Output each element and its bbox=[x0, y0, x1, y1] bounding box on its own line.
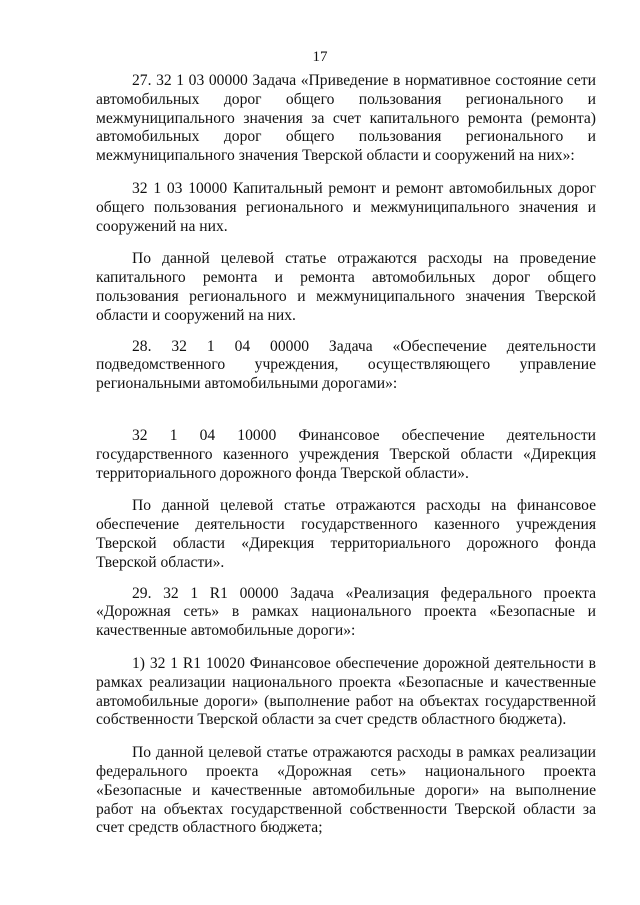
paragraph-article-32-1-03-10000: 32 1 03 10000 Капитальный ремонт и ремонт автомобильных дорог общего пользования регионального и межмуниципального значения и сооружений на них. bbox=[96, 179, 596, 235]
paragraph-description: По данной целевой статье отражаются расходы на финансовое обеспечение деятельности государственного казенного учреждения Тверской области «Дирекция территориального дорожного фонда Тверской области». bbox=[96, 497, 596, 571]
paragraph-task-27: 27. 32 1 03 00000 Задача «Приведение в нормативное состояние сети автомобильных дорог общего пользования регионального и межмуниципального значения за счет капитального ремонта (ремонта) автомобильных дорог общего пользования регионального и межмуниципального значения Тверской области и сооружений на них»: bbox=[96, 72, 596, 165]
paragraph-description: По данной целевой статье отражаются расходы на проведение капитального ремонта и ремонта автомобильных дорог общего пользования регионального и межмуниципального значения Тверской области и сооружений на них. bbox=[96, 250, 596, 324]
paragraph-description: По данной целевой статье отражаются расходы в рамках реализации федерального проекта «Дорожная сеть» национального проекта «Безопасные и качественные автомобильные дороги» на выполнение работ на объектах государственной собственности Тверской области за счет средств областного бюджета; bbox=[96, 744, 596, 837]
paragraph-task-28: 28. 32 1 04 00000 Задача «Обеспечение деятельности подведомственного учреждения, осуществляющего управление региональными автомобильными дорогами»: bbox=[96, 337, 596, 393]
paragraph-article-32-1-R1-10020: 1) 32 1 R1 10020 Финансовое обеспечение дорожной деятельности в рамках реализации национального проекта «Безопасные и качественные автомобильные дороги» (выполнение работ на объектах государственной собственности Тверской области за счет средств областного бюджета). bbox=[96, 654, 596, 729]
paragraph-task-29: 29. 32 1 R1 00000 Задача «Реализация федерального проекта «Дорожная сеть» в рамках национального проекта «Безопасные и качественные автомобильные дороги»: bbox=[96, 584, 596, 640]
page-number: 17 bbox=[312, 49, 328, 65]
document-body bbox=[96, 72, 596, 838]
paragraph-article-32-1-04-10000: 32 1 04 10000 Финансовое обеспечение деятельности государственного казенного учреждения Тверской области «Дирекция территориального дорожного фонда Тверской области». bbox=[96, 426, 596, 482]
